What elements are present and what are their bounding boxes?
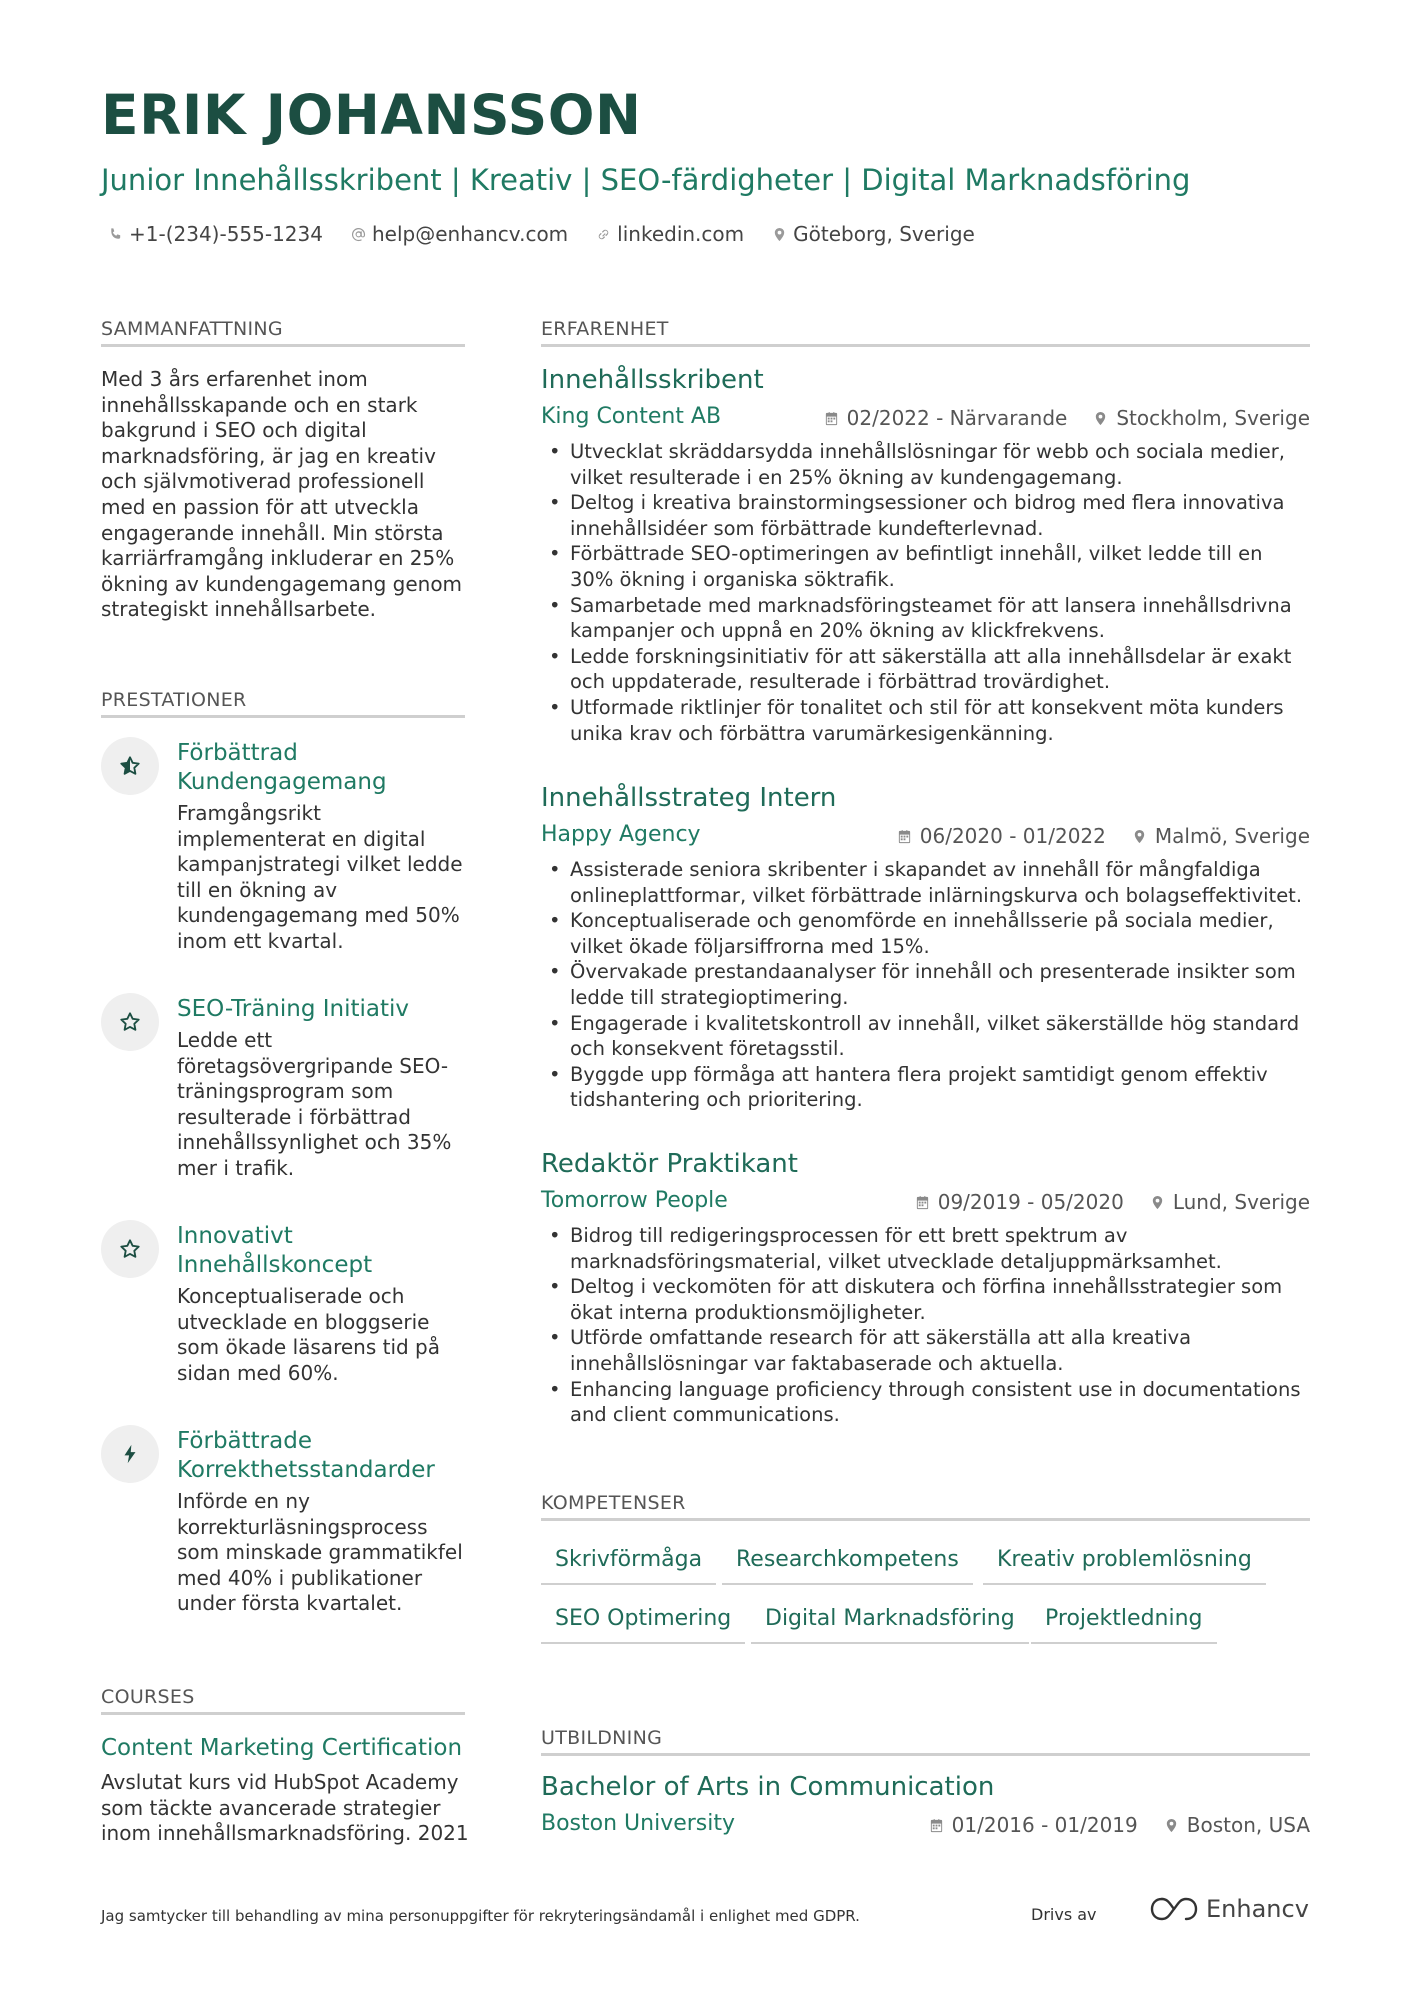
achievement-desc-line: företagsövergripande SEO- (177, 1053, 449, 1078)
calendar-icon (915, 1195, 930, 1210)
job-bullets (546, 439, 1316, 746)
achievement-title-line: Innovativt (177, 1223, 293, 1249)
job-bullet: • Övervakade prestandaanalyser för innehåll och presenterade insikter som ledde till strategioptimering. (546, 959, 1316, 1010)
summary-line: innehållsskapande och en stark (101, 392, 418, 417)
job-title: Innehållsskribent (541, 365, 764, 395)
job-bullet: • Utförde omfattande research för att säkerställa att alla kreativa innehållslösningar var faktabaserade och aktuella. (546, 1325, 1316, 1376)
job-bullet: • Enhancing language proficiency through consistent use in documentations and client communications. (546, 1377, 1316, 1428)
job-dates (824, 406, 1068, 430)
powered-by-label: Drivs av (1031, 1905, 1097, 1924)
job-title: Innehållsstrateg Intern (541, 783, 837, 813)
skills-heading: KOMPETENSER (541, 1492, 686, 1514)
linkedin-text: linkedin.com (617, 222, 745, 246)
phone-text: +1-(234)-555-1234 (129, 222, 323, 246)
job-dates-text: 02/2022 - Närvarande (846, 406, 1068, 430)
job-bullet: • Förbättrade SEO-optimeringen av befintligt innehåll, vilket ledde till en 30% ökning i organiska söktrafik. (546, 541, 1316, 592)
education-heading: UTBILDNING (541, 1727, 663, 1749)
education-location (1164, 1813, 1310, 1837)
job-bullet: • Deltog i kreativa brainstormingsessioner och bidrog med flera innovativa innehållsidéer som förbättrade kundefterlevnad. (546, 490, 1316, 541)
education-meta (929, 1813, 1310, 1837)
achievements-divider (101, 715, 465, 718)
course-description (101, 1770, 469, 1847)
calendar-icon (929, 1818, 944, 1833)
course-desc-line: inom innehållsmarknadsföring. 2021 (101, 1821, 469, 1846)
link-icon (596, 227, 611, 242)
email-text: help@enhancv.com (371, 222, 569, 246)
skill-tag: SEO Optimering (541, 1604, 745, 1644)
skills-divider (541, 1518, 1310, 1521)
achievement-desc-line: implementerat en digital (177, 826, 426, 851)
job-location (1132, 824, 1310, 848)
summary-divider (101, 344, 465, 347)
job-bullet: • Samarbetade med marknadsföringsteamet för att lansera innehållsdrivna kampanjer och uppnå en 20% ökning av klickfrekvens. (546, 593, 1316, 644)
achievement-desc-line: Framgångsrikt (177, 801, 321, 825)
job-meta (824, 406, 1310, 430)
calendar-icon (824, 411, 839, 426)
achievement-item (101, 737, 465, 957)
experience-heading: ERFARENHET (541, 318, 669, 340)
summary-line: strategiskt innehållsarbete. (101, 597, 376, 622)
summary-line: Med 3 års erfarenhet inom (101, 367, 368, 391)
achievement-desc-line: sidan med 60%. (177, 1360, 339, 1385)
enhancv-logo-text: Enhancv (1206, 1895, 1309, 1923)
job-title: Redaktör Praktikant (541, 1149, 798, 1179)
education-divider (541, 1753, 1310, 1756)
achievement-icon-circle (101, 1425, 159, 1483)
location-pin-icon (1093, 411, 1108, 426)
achievement-desc-line: kundengagemang med 50% (177, 903, 460, 928)
achievement-description (177, 1284, 467, 1386)
achievement-desc-line: med 40% i publikationer (177, 1565, 423, 1590)
achievement-title-line: Innehållskoncept (177, 1252, 373, 1278)
achievement-description (177, 1489, 467, 1617)
achievement-desc-line: resulterade i förbättrad (177, 1104, 411, 1129)
course-desc-line: som täckte avancerade strategier (101, 1795, 441, 1820)
job-bullet: • Ledde forskningsinitiativ för att säkerställa att alla innehållsdelar är exakt och uppdaterade, resulterade i förbättrad trovärdighet. (546, 644, 1316, 695)
phone-icon (108, 227, 123, 242)
job-bullet: • Bidrog till redigeringsprocessen för ett brett spektrum av marknadsföringsmaterial, vilket utvecklade detaljuppmärksamhet. (546, 1223, 1316, 1274)
achievement-title (177, 1427, 467, 1485)
course-desc-line: Avslutat kurs vid HubSpot Academy (101, 1770, 459, 1794)
courses-divider (101, 1712, 465, 1715)
contact-location (772, 222, 975, 246)
achievement-item (101, 1220, 465, 1390)
achievement-desc-line: korrekturläsningsprocess (177, 1514, 428, 1539)
job-bullets (546, 857, 1316, 1113)
achievement-desc-line: träningsprogram som (177, 1079, 394, 1104)
achievement-desc-line: mer i trafik. (177, 1155, 295, 1180)
job-bullet: • Byggde upp förmåga att hantera flera projekt samtidigt genom effektiv tidshantering och prioritering. (546, 1062, 1316, 1113)
education-degree: Bachelor of Arts in Communication (541, 1772, 995, 1802)
calendar-icon (897, 829, 912, 844)
achievement-title-line: Kundengagemang (177, 769, 387, 795)
job-company: Happy Agency (541, 822, 701, 847)
achievement-title (177, 739, 467, 797)
achievement-title-line: Förbättrade (177, 1428, 312, 1454)
experience-divider (541, 344, 1310, 347)
skill-tag: Digital Marknadsföring (751, 1604, 1029, 1644)
job-meta (897, 824, 1310, 848)
job-location-text: Malmö, Sverige (1154, 824, 1310, 848)
summary-line: karriärframgång inkluderar en 25% (101, 546, 455, 571)
summary-line: engagerande innehåll. Min största (101, 520, 444, 545)
enhancv-logo-icon (1150, 1896, 1198, 1922)
achievement-desc-line: som ökade läsarens tid på (177, 1335, 441, 1360)
achievement-desc-line: som minskade grammatikfel (177, 1540, 463, 1565)
job-dates-text: 09/2019 - 05/2020 (937, 1190, 1124, 1214)
summary-heading: SAMMANFATTNING (101, 318, 283, 340)
at-icon (351, 227, 366, 242)
location-pin-icon (1150, 1195, 1165, 1210)
contact-linkedin (596, 222, 744, 246)
education-dates-text: 01/2016 - 01/2019 (951, 1813, 1138, 1837)
achievement-description (177, 1028, 467, 1182)
achievement-desc-line: inom ett kvartal. (177, 928, 344, 953)
summary-line: ökning av kundengagemang genom (101, 571, 463, 596)
skill-tag: Kreativ problemlösning (983, 1545, 1266, 1585)
achievement-item (101, 993, 465, 1193)
achievement-icon-circle (101, 737, 159, 795)
contact-email (351, 222, 568, 246)
education-location-text: Boston, USA (1186, 1813, 1310, 1837)
contact-phone (108, 222, 323, 246)
location-text: Göteborg, Sverige (793, 222, 975, 246)
achievement-title-line: SEO-Träning Initiativ (177, 996, 410, 1022)
job-bullet: • Engagerade i kvalitetskontroll av innehåll, vilket säkerställde hög standard och konsekvent företagsstil. (546, 1011, 1316, 1062)
job-location-text: Lund, Sverige (1172, 1190, 1310, 1214)
bolt-icon (119, 1443, 141, 1465)
skill-tag: Projektledning (1031, 1604, 1217, 1644)
achievement-desc-line: till en ökning av (177, 877, 338, 902)
summary-line: bakgrund i SEO och digital (101, 418, 367, 443)
location-pin-icon (1132, 829, 1147, 844)
achievement-title (177, 1222, 467, 1280)
achievement-desc-line: under första kvartalet. (177, 1591, 403, 1616)
courses-heading: COURSES (101, 1686, 195, 1708)
summary-text (101, 367, 465, 623)
location-pin-icon (772, 227, 787, 242)
education-dates (929, 1813, 1138, 1837)
achievement-title (177, 995, 467, 1024)
achievement-icon-circle (101, 1220, 159, 1278)
achievement-desc-line: utvecklade en bloggserie (177, 1309, 430, 1334)
skill-tag: Researchkompetens (722, 1545, 973, 1585)
achievement-desc-line: Konceptualiserade och (177, 1284, 405, 1308)
achievement-item (101, 1425, 465, 1625)
achievement-desc-line: innehållssynlighet och 35% (177, 1130, 452, 1155)
job-dates (897, 824, 1106, 848)
job-bullet: • Assisterade seniora skribenter i skapandet av innehåll för mångfaldiga onlineplattformar, vilket förbättrade inlärningskurva och bolagseffektivitet. (546, 857, 1316, 908)
achievement-title-line: Korrekthetsstandarder (177, 1457, 435, 1483)
candidate-headline: Junior Innehållsskribent | Kreativ | SEO-färdigheter | Digital Marknadsföring (101, 163, 1191, 197)
star-half-icon (119, 755, 141, 777)
achievement-description (177, 801, 467, 955)
skill-tag: Skrivförmåga (541, 1545, 716, 1585)
job-meta (915, 1190, 1310, 1214)
job-location (1093, 406, 1310, 430)
achievement-desc-line: kampanjstrategi vilket ledde (177, 852, 463, 877)
location-pin-icon (1164, 1818, 1179, 1833)
achievements-heading: PRESTATIONER (101, 689, 247, 711)
job-bullet: • Konceptualiserade och genomförde en innehållsserie på sociala medier, vilket ökade följarsiffrorna med 15%. (546, 908, 1316, 959)
job-dates-text: 06/2020 - 01/2022 (919, 824, 1106, 848)
contact-row (108, 222, 975, 246)
job-bullet: • Utformade riktlinjer för tonalitet och stil för att konsekvent möta kunders unika krav och förbättra varumärkesigenkänning. (546, 695, 1316, 746)
achievement-icon-circle (101, 993, 159, 1051)
job-location-text: Stockholm, Sverige (1116, 406, 1310, 430)
education-school: Boston University (541, 1811, 736, 1836)
achievement-title-line: Förbättrad (177, 740, 298, 766)
gdpr-consent: Jag samtycker till behandling av mina personuppgifter för rekryteringsändamål i enlighet med GDPR. (101, 1907, 860, 1925)
job-company: Tomorrow People (541, 1188, 728, 1213)
summary-line: med en passion för att utveckla (101, 494, 419, 519)
star-outline-icon (119, 1238, 141, 1260)
summary-line: och självmotiverad professionell (101, 469, 425, 494)
job-company: King Content AB (541, 404, 722, 429)
job-dates (915, 1190, 1124, 1214)
summary-line: marknadsföring, är jag en kreativ (101, 443, 436, 468)
job-bullet: • Deltog i veckomöten för att diskutera och förfina innehållsstrategier som ökat interna produktionsmöjligheter. (546, 1274, 1316, 1325)
job-bullets (546, 1223, 1316, 1428)
job-bullet: • Utvecklat skräddarsydda innehållslösningar för webb och sociala medier, vilket resulterade i en 25% ökning av kundengagemang. (546, 439, 1316, 490)
star-outline-icon (119, 1011, 141, 1033)
achievement-desc-line: Ledde ett (177, 1028, 273, 1052)
job-location (1150, 1190, 1310, 1214)
candidate-name: ERIK JOHANSSON (101, 83, 642, 147)
achievement-desc-line: Införde en ny (177, 1489, 310, 1513)
enhancv-logo[interactable] (1150, 1895, 1309, 1923)
course-title: Content Marketing Certification (101, 1735, 463, 1761)
